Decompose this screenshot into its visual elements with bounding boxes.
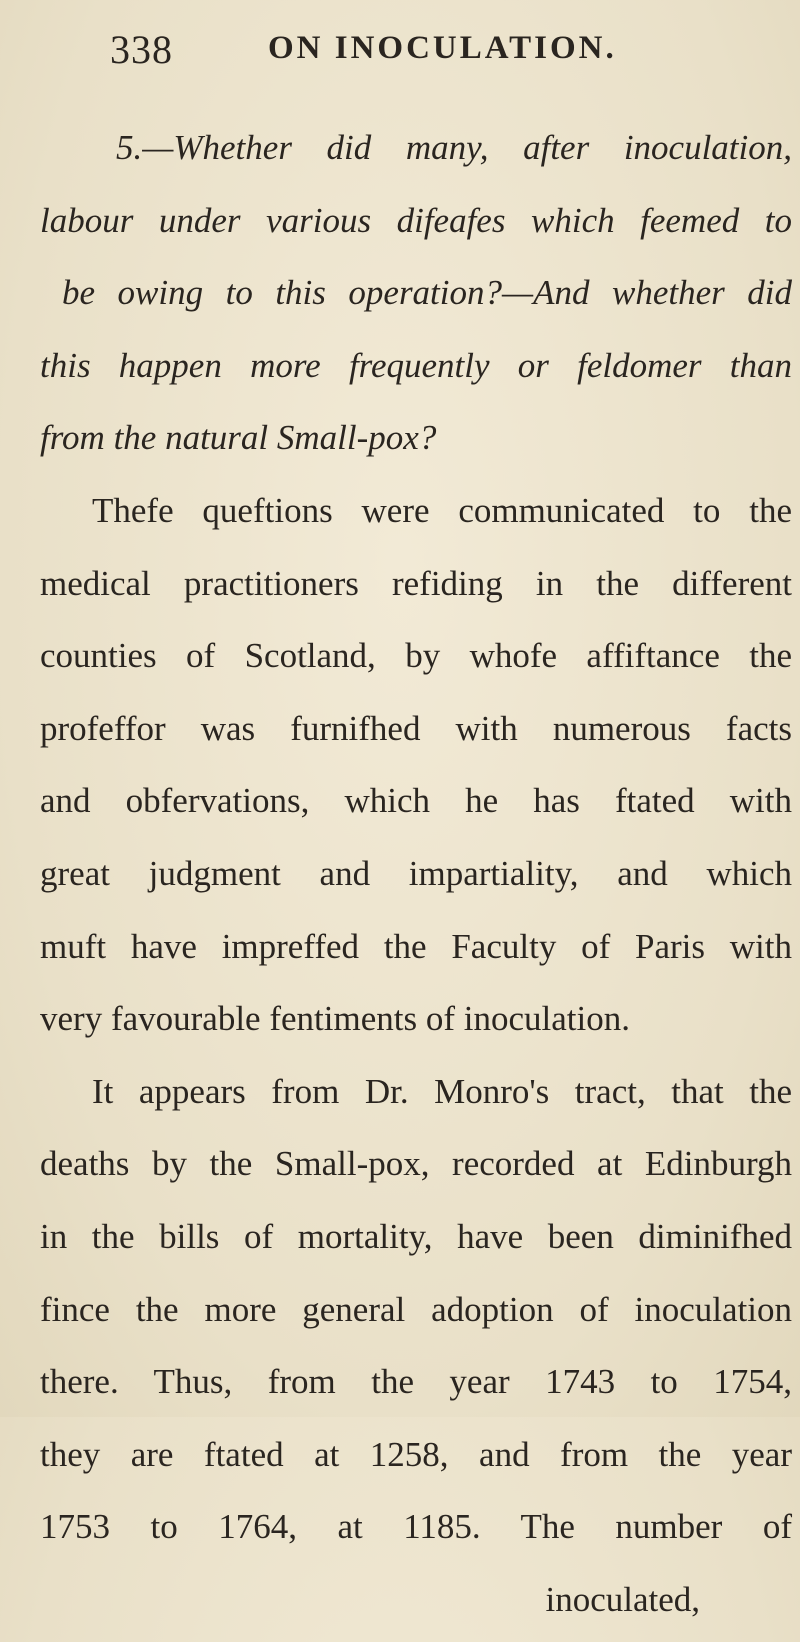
body-text [40,118,792,1642]
text-line: in the bills of mortality, have been diminifhed [40,1216,792,1256]
text-line: labour under various difeafes which feemed to [40,200,792,240]
text-line: there. Thus, from the year 1743 to 1754, [40,1362,792,1402]
text-line: they are ftated at 1258, and from the year [40,1434,792,1474]
text-line: 5.—Whether did many, after inoculation, [116,128,792,167]
catchword: inoculated, [545,1579,700,1619]
text-line: this happen more frequently or feldomer than [40,345,792,385]
text-line: counties of Scotland, by whofe affiftance the [40,636,792,676]
text-line: from the natural Small-pox? [40,418,437,458]
text-line: very favourable fentiments of inoculation. [40,999,630,1039]
page-number: 338 [110,27,173,72]
text-line: profeffor was furnifhed with numerous facts [40,708,792,748]
text-line: Thefe queftions were communicated to the [92,490,792,530]
text-line: be owing to this operation?—And whether did [62,273,792,313]
text-line: It appears from Dr. Monro's tract, that the [92,1071,792,1111]
text-line: medical practitioners refiding in the different [40,563,792,603]
text-line: fince the more general adoption of inoculation [40,1289,792,1329]
text-line: deaths by the Small-pox, recorded at Edinburgh [40,1144,792,1184]
text-line: and obfervations, which he has ftated with [40,781,792,821]
text-line: great judgment and impartiality, and which [40,853,792,893]
running-head [0,22,800,82]
running-title: ON INOCULATION. [268,30,617,66]
text-line: muft have impreffed the Faculty of Paris with [40,926,792,966]
text-line: 1753 to 1764, at 1185. The number of [40,1507,792,1547]
